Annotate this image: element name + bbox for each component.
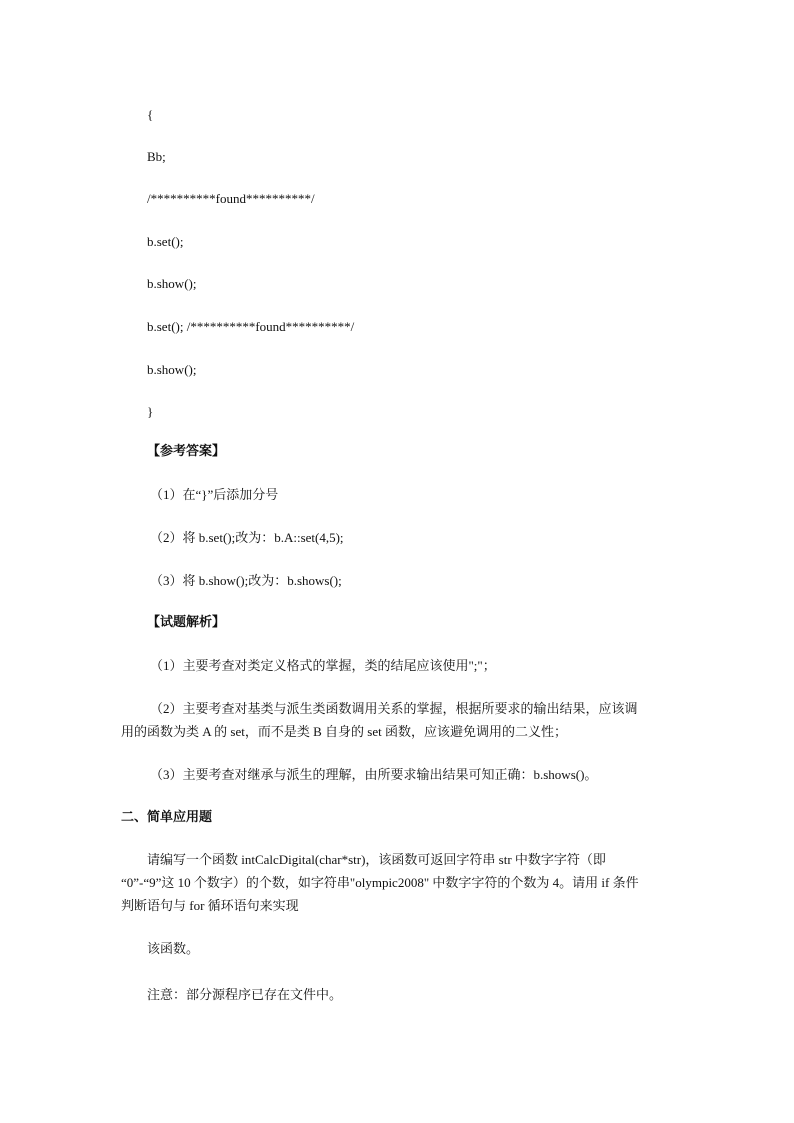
analysis-item: （3）主要考查对继承与派生的理解，由所要求输出结果可知正确：b.shows()。 [150,767,598,782]
code-line: b.show(); [147,276,197,291]
answer-item: （2）将 b.set();改为：b.A::set(4,5); [150,530,344,545]
analysis-heading: 【试题解析】 [147,615,226,630]
code-line: Bb; [147,149,166,164]
question-text: 判断语句与 for 循环语句来实现 [121,898,299,913]
answer-heading: 【参考答案】 [147,444,226,459]
section-title: 二、简单应用题 [121,810,213,825]
answer-item: （1）在“}”后添加分号 [150,487,279,502]
code-line: /**********found**********/ [147,191,315,206]
analysis-item-continued: 用的函数为类 A 的 set，而不是类 B 自身的 set 函数，应该避免调用的二义性； [121,724,567,739]
code-line: } [147,404,154,419]
note-text: 注意：部分源程序已存在文件中。 [147,987,343,1002]
question-text: “0”-“9”这 10 个数字）的个数，如字符串"olympic2008" 中数字字符的个数为 4。请用 if 条件 [121,875,639,890]
question-text: 该函数。 [147,941,200,956]
analysis-item: （2）主要考查对基类与派生类函数调用关系的掌握，根据所要求的输出结果，应该调 [150,701,638,716]
code-line: { [147,107,154,122]
question-text: 请编写一个函数 intCalcDigital(char*str)，该函数可返回字符串 str 中数字字符（即 [147,852,606,867]
analysis-item: （1）主要考查对类定义格式的掌握，类的结尾应该使用";"； [150,658,496,673]
code-line: b.set(); /**********found**********/ [147,319,355,334]
code-line: b.show(); [147,362,197,377]
answer-item: （3）将 b.show();改为：b.shows(); [150,573,342,588]
code-line: b.set(); [147,234,184,249]
